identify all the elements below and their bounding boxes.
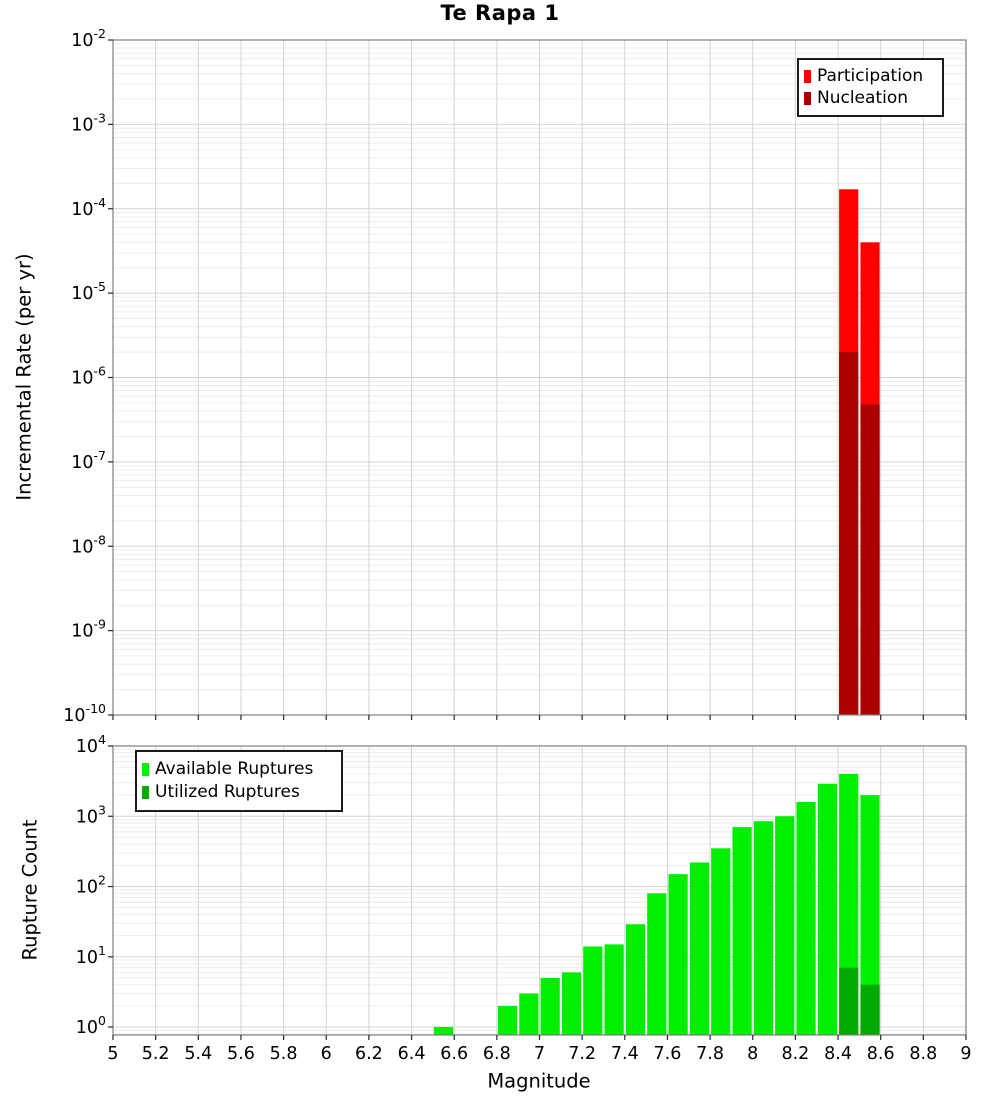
y-tick-label: $10^3$	[75, 802, 106, 828]
available-ruptures-bar-7.05	[541, 978, 560, 1035]
legend-item-utilized-ruptures	[142, 784, 336, 801]
legend-item-nucleation	[804, 90, 937, 107]
utilized-ruptures-bar-8.55	[860, 985, 879, 1035]
available-ruptures-bar-8.15	[775, 816, 794, 1035]
y-tick-label: $10^{-8}$	[71, 532, 106, 558]
incremental-rate-y-ticks	[63, 26, 113, 726]
x-tick-label: 5.6	[227, 1044, 255, 1064]
x-tick-label: 8.8	[909, 1044, 938, 1064]
rupture-count-y-ticks	[76, 732, 113, 1038]
chart-title: Te Rapa 1	[440, 1, 560, 25]
available-ruptures-bar-8.35	[818, 784, 837, 1035]
x-tick-label: 8.6	[866, 1044, 895, 1064]
available-ruptures-bar-6.55	[434, 1027, 453, 1035]
legend-label-available-ruptures: Available Ruptures	[155, 758, 314, 779]
y-tick-label: $10^{-4}$	[71, 194, 106, 220]
available-ruptures-bar-8.25	[796, 802, 815, 1035]
x-axis-label: Magnitude	[487, 1069, 591, 1093]
legend-count-panel	[135, 750, 343, 812]
available-ruptures-bar-8.05	[754, 821, 773, 1035]
y-tick-label: $10^4$	[75, 732, 106, 757]
x-tick-label: 5.8	[269, 1044, 298, 1064]
y-tick-label: $10^{-2}$	[71, 26, 106, 51]
available-ruptures-bar-7.75	[690, 862, 709, 1035]
nucleation-bar-8.45	[839, 352, 858, 715]
x-tick-label: 7.4	[610, 1044, 639, 1064]
x-tick-label: 7.2	[568, 1044, 597, 1064]
incremental-rate-grid	[113, 40, 966, 715]
y-tick-label: $10^{-7}$	[71, 447, 106, 473]
legend-label-nucleation: Nucleation	[817, 88, 909, 109]
y-tick-label: $10^{-3}$	[71, 110, 106, 136]
x-tick-label: 7.6	[653, 1044, 682, 1064]
x-tick-label: 6.8	[482, 1044, 511, 1064]
legend-label-utilized-ruptures: Utilized Ruptures	[155, 782, 300, 803]
available-ruptures-bar-7.35	[605, 944, 624, 1035]
x-tick-label: 8	[747, 1044, 759, 1064]
available-ruptures-bar-7.65	[669, 874, 688, 1035]
x-tick-label: 5.4	[184, 1044, 213, 1064]
x-tick-label: 8.4	[824, 1044, 852, 1064]
x-tick-label: 6	[320, 1044, 332, 1064]
utilized-ruptures-swatch	[142, 786, 149, 799]
x-tick-label: 5	[107, 1044, 119, 1064]
y-tick-label: $10^0$	[75, 1013, 106, 1039]
x-tick-label: 6.4	[397, 1044, 426, 1064]
participation-swatch	[804, 70, 811, 83]
x-tick-label: 9	[960, 1044, 972, 1064]
y-tick-label: $10^1$	[75, 942, 106, 968]
incremental-rate-x-ticks	[113, 715, 966, 720]
x-tick-label: 6.6	[440, 1044, 469, 1064]
legend-item-available-ruptures	[142, 758, 336, 779]
available-ruptures-bar-6.85	[498, 1006, 517, 1035]
available-ruptures-swatch	[142, 763, 149, 776]
incremental-rate-panel	[63, 26, 966, 726]
available-ruptures-bar-7.25	[583, 947, 602, 1035]
bottom-y-axis-label: Rupture Count	[18, 819, 42, 961]
available-ruptures-bar-7.95	[732, 827, 751, 1035]
available-ruptures-bar-7.15	[562, 972, 581, 1035]
utilized-ruptures-bar-8.45	[839, 968, 858, 1035]
legend-rate-panel	[797, 58, 944, 117]
legend-item-participation	[804, 65, 937, 86]
available-ruptures-bar-6.95	[519, 994, 538, 1035]
legend-label-participation: Participation	[817, 65, 924, 86]
available-ruptures-bar-7.55	[647, 893, 666, 1035]
y-tick-label: $10^{-10}$	[63, 701, 106, 726]
y-tick-label: $10^2$	[75, 872, 106, 898]
top-y-axis-label: Incremental Rate (per yr)	[12, 253, 36, 501]
nucleation-bar-8.55	[860, 404, 879, 715]
y-tick-label: $10^{-9}$	[71, 616, 106, 642]
x-tick-label: 7	[533, 1044, 546, 1064]
x-tick-label: 5.2	[141, 1044, 170, 1064]
x-tick-label: 8.2	[781, 1044, 810, 1064]
available-ruptures-bar-7.45	[626, 924, 645, 1035]
y-tick-label: $10^{-5}$	[71, 279, 106, 305]
available-ruptures-bar-7.85	[711, 848, 730, 1035]
x-tick-label: 7.8	[696, 1044, 725, 1064]
nucleation-swatch	[804, 92, 811, 105]
rupture-count-x-ticks	[107, 1035, 971, 1064]
x-tick-label: 6.2	[354, 1044, 383, 1064]
y-tick-label: $10^{-6}$	[71, 363, 106, 389]
